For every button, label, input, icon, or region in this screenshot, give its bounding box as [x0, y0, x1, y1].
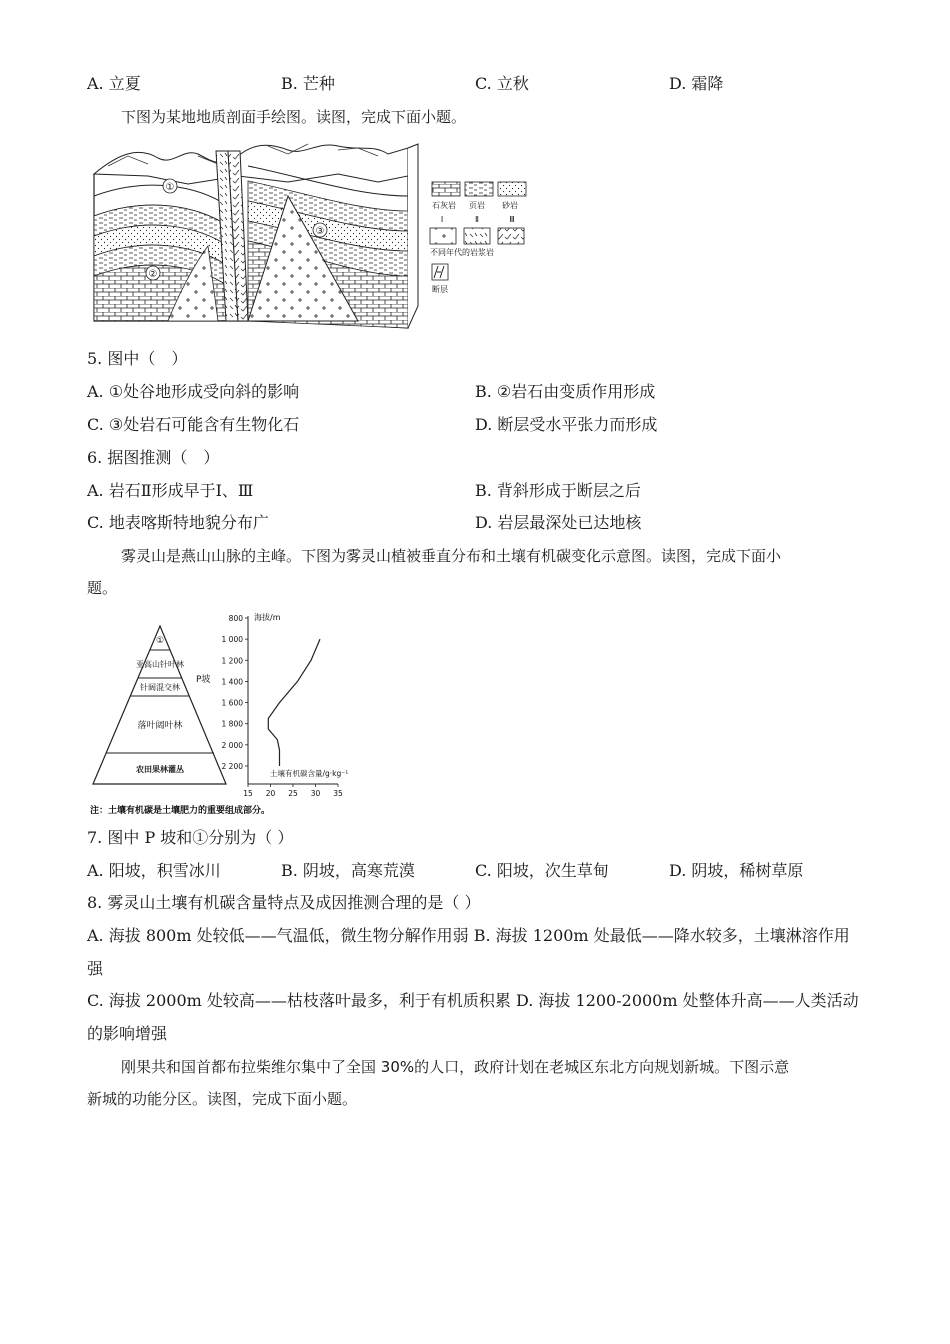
q6-stem: 6. 据图推测（ ）: [87, 448, 220, 467]
q5-option-b: B. ②岩石由变质作用形成: [475, 382, 656, 401]
q7-option-a: A. 阳坡，积雪冰川: [87, 861, 221, 880]
x-axis-title: 土壤有机碳含量/g·kg⁻¹: [270, 769, 349, 778]
geology-intro: 下图为某地地质剖面手绘图。读图，完成下面小题。: [121, 108, 467, 126]
soil-carbon-curve: [268, 639, 320, 766]
q8-options-line1: A. 海拔 800m 处较低——气温低，微生物分解作用弱 B. 海拔 1200m 处最低——降水较多，土壤淋溶作用: [87, 926, 850, 945]
y-tick-label: 1 200: [221, 656, 243, 666]
q8-options-line3: C. 海拔 2000m 处较高——枯枝落叶最多，利于有机质积累 D. 海拔 1200-2000m 处整体升高——人类活动: [87, 991, 859, 1010]
y-tick-label: 1 600: [221, 698, 243, 708]
y-tick-label: 2 000: [221, 740, 243, 750]
wuling-intro-line1: 雾灵山是燕山山脉的主峰。下图为雾灵山植被垂直分布和土壤有机碳变化示意图。读图，完成下面小: [121, 547, 782, 565]
svg-text:③: ③: [315, 226, 325, 237]
svg-text:Ⅱ: Ⅱ: [475, 215, 479, 224]
q6-option-a: A. 岩石Ⅱ形成早于Ⅰ、Ⅲ: [87, 481, 254, 500]
wuling-intro-line2: 题。: [87, 579, 118, 597]
zone-mixed-label: 针阔混交林: [140, 683, 180, 692]
x-tick-label: 30: [310, 789, 321, 798]
label-3: [313, 223, 327, 237]
x-tick-label: 25: [288, 789, 298, 798]
svg-text:Ⅲ: Ⅲ: [509, 215, 515, 224]
congo-intro-line1: 刚果共和国首都布拉柴维尔集中了全国 30%的人口，政府计划在老城区东北方向规划新城。下图示意: [121, 1058, 790, 1076]
q4-option-a: A. 立夏: [87, 74, 141, 93]
q7-option-b: B. 阴坡，高寒荒漠: [281, 861, 415, 880]
x-tick-label: 15: [243, 789, 253, 798]
y-axis-title: 海拔/m: [254, 613, 281, 622]
label-2: [146, 266, 160, 280]
figure-note: 注：土壤有机碳是土壤肥力的重要组成部分。: [90, 806, 271, 816]
zone-farmland-label: 农田果林灌丛: [136, 765, 184, 774]
y-tick-label: 1 000: [221, 635, 243, 645]
zone-broadleaf-label: 落叶阔叶林: [137, 721, 183, 731]
label-1: [163, 179, 177, 193]
q6-option-c: C. 地表喀斯特地貌分布广: [87, 513, 269, 532]
svg-text:②: ②: [148, 269, 158, 280]
y-tick-label: 1 400: [221, 677, 243, 687]
svg-text:页岩: 页岩: [469, 201, 485, 210]
q5-option-d: D. 断层受水平张力而形成: [475, 415, 658, 434]
q8-options-line2: 强: [87, 959, 104, 978]
soil-carbon-chart: [222, 612, 349, 798]
x-tick-label: 35: [333, 789, 343, 798]
vegetation-soil-carbon-figure: [88, 608, 368, 820]
svg-text:①: ①: [165, 182, 175, 193]
q4-option-c: C. 立秋: [475, 74, 529, 93]
p-slope-label: P坡: [196, 675, 211, 685]
svg-text:断层: 断层: [432, 285, 448, 294]
q7-option-c: C. 阳坡，次生草甸: [475, 861, 609, 880]
q5-option-c: C. ③处岩石可能含有生物化石: [87, 415, 300, 434]
svg-text:石灰岩: 石灰岩: [432, 201, 456, 210]
congo-intro-line2: 新城的功能分区。读图，完成下面小题。: [87, 1090, 358, 1108]
q7-option-d: D. 阴坡，稀树草原: [669, 861, 804, 880]
svg-text:砂岩: 砂岩: [502, 201, 518, 210]
zone-1-label: ①: [155, 636, 165, 646]
q5-option-a: A. ①处谷地形成受向斜的影响: [87, 382, 300, 401]
q4-option-b: B. 芒种: [281, 74, 335, 93]
geology-cross-section-figure: [88, 136, 538, 341]
geology-legend: [430, 182, 526, 294]
x-tick-label: 20: [265, 789, 276, 798]
svg-text:Ⅰ: Ⅰ: [440, 215, 444, 224]
y-tick-label: 1 800: [221, 719, 243, 729]
q6-option-d: D. 岩层最深处已达地核: [475, 513, 642, 532]
q6-option-b: B. 背斜形成于断层之后: [475, 481, 641, 500]
y-tick-label: 2 200: [221, 762, 243, 771]
zone-subalpine-label: 亚高山针叶林: [136, 660, 184, 669]
q7-stem: 7. 图中 P 坡和①分别为（ ）: [87, 828, 294, 847]
vegetation-pyramid: [93, 626, 226, 784]
svg-text:不同年代的岩浆岩: 不同年代的岩浆岩: [430, 248, 494, 257]
q8-stem: 8. 雾灵山土壤有机碳含量特点及成因推测合理的是（ ）: [87, 893, 481, 912]
q5-stem: 5. 图中（ ）: [87, 349, 188, 368]
q4-option-d: D. 霜降: [669, 74, 724, 93]
y-tick-label: 800: [228, 614, 243, 623]
q8-options-line4: 的影响增强: [87, 1024, 168, 1043]
